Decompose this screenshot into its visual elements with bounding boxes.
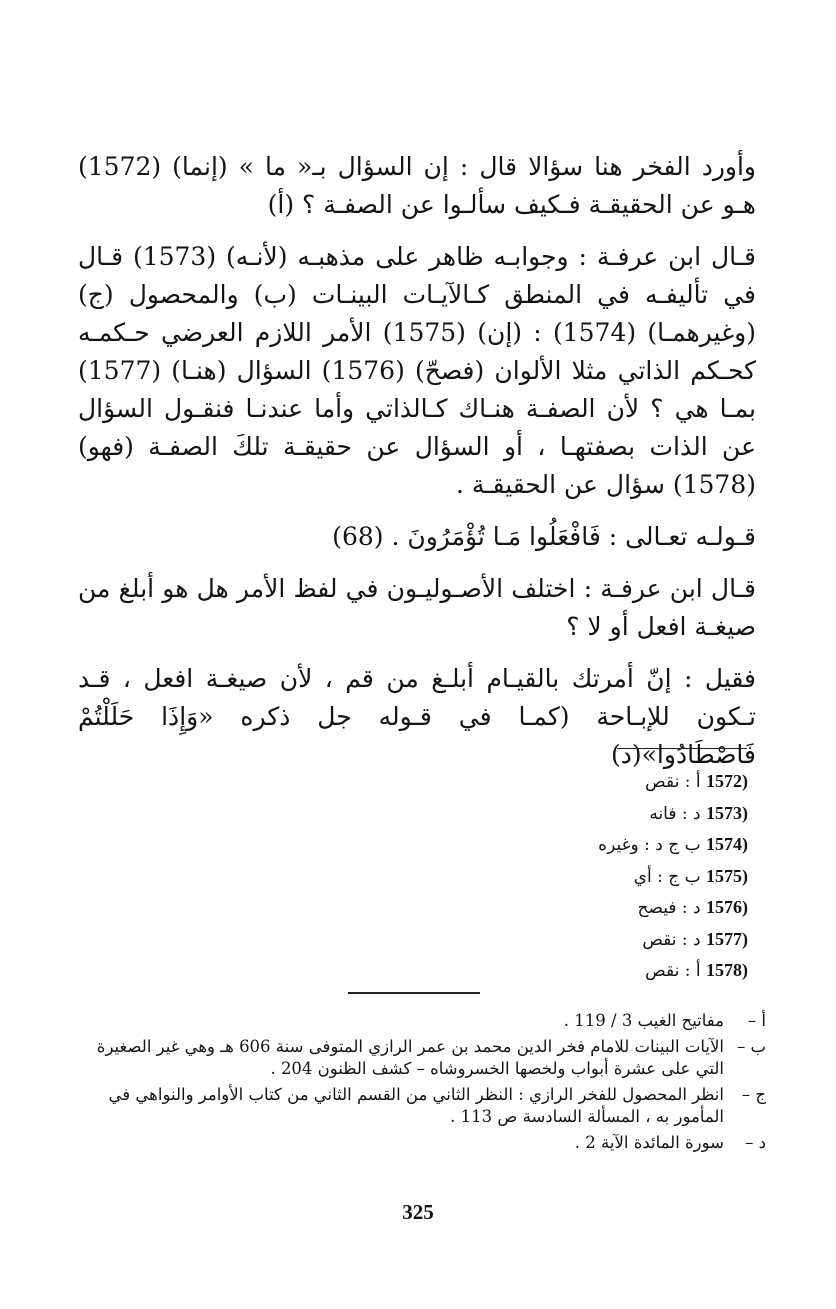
reference-text: انظر المحصول للفخر الرازي : النظر الثاني من القسم الثاني من كتاب الأوامر والنواهي في المأمور به ، المسألة السادسة ص 113 . xyxy=(108,1085,724,1126)
note-number: (1578 xyxy=(706,960,748,980)
note-text: د : فانه xyxy=(649,803,701,824)
reference-item xyxy=(72,1036,766,1080)
note-number: (1577 xyxy=(706,928,748,949)
note-text: د : فيصح xyxy=(637,898,701,918)
note-text: د : نقص xyxy=(642,929,701,950)
page-number: 325 xyxy=(402,1200,434,1224)
note-number: (1574 xyxy=(706,834,748,854)
note-item xyxy=(488,766,748,798)
reference-key: أ – xyxy=(747,1011,766,1030)
note-item xyxy=(488,924,748,956)
note-item xyxy=(488,829,748,861)
reference-item xyxy=(72,1010,766,1032)
note-number: (1576 xyxy=(706,897,748,917)
note-item xyxy=(488,892,748,924)
note-text: أ : نقص xyxy=(645,961,701,981)
note-text: ب ج : أي xyxy=(633,866,701,887)
reference-key: ب – xyxy=(736,1037,766,1056)
reference-key: د – xyxy=(745,1133,766,1152)
note-number: (1575 xyxy=(706,865,748,886)
reference-text: مفاتيح الغيب 3 / 119 . xyxy=(563,1011,724,1030)
note-number: (1572 xyxy=(706,771,748,791)
note-text: أ : نقص xyxy=(645,772,701,792)
variant-notes xyxy=(488,766,748,987)
references-list xyxy=(72,1010,766,1158)
reference-item xyxy=(72,1084,766,1128)
reference-key: ج – xyxy=(741,1085,766,1104)
paragraph: قـال ابن عرفـة : اختلف الأصـوليـون في لفظ الأمر هل هو أبلغ من صيغـة افعل أو لا ؟ xyxy=(78,574,756,641)
note-text: ب ج د : وغيره xyxy=(598,835,701,855)
notes-divider xyxy=(617,748,747,749)
references-divider xyxy=(348,992,480,994)
note-item xyxy=(488,861,748,893)
note-number: (1573 xyxy=(706,802,748,823)
reference-text: الآيات البينات للامام فخر الدين محمد بن عمر الرازي المتوفى سنة 606 هـ وهي غير الصغيرة التي على عشرة أبواب ولخصها الخسروشاه – كشف الظنون 204 . xyxy=(96,1037,724,1078)
main-text xyxy=(78,148,756,774)
paragraph: قـال ابن عرفـة : وجوابـه ظاهر على مذهبـه (لأنـه) (1573) قـال في تأليفـه في المنطق كـالآيـات البينـات (ب) والمحصول (ج) (وغيرهمـا) (1574) : (إن) (1575) الأمر اللازم العرضي حـكمـه كحـكم الذاتي مثلا الألوان (فصحّ) (1576) السؤال (هنـا) (1577) بمـا هي ؟ لأن الصفـة هنـاك كـالذاتي وأما عندنـا فنقـول السؤال عن الذات بصفتهـا ، أو السؤال عن حقيقـة تلكَ الصفـة (فهو) (1578) سؤال عن الحقيقـة . xyxy=(78,242,756,499)
paragraph: وأورد الفخر هنا سؤالا قال : إن السؤال بـ« ما » (إنما) (1572) هـو عن الحقيقـة فـكيف سألـوا عن الصفـة ؟ (أ) xyxy=(78,152,756,219)
paragraph: فقيل : إنّ أمرتك بالقيـام أبلـغ من قم ، لأن صيغـة افعل ، قـد تـكون للإبـاحة (كمـا في قـوله جل ذكره «وَإِذَا حَلَلْتُمْ فَاصْطَادُوا»(د) xyxy=(78,664,756,769)
note-item xyxy=(488,955,748,987)
reference-item xyxy=(72,1132,766,1154)
reference-text: سورة المائدة الآية 2 . xyxy=(574,1133,724,1152)
paragraph: قـولـه تعـالى : فَافْعَلُوا مَـا تُؤْمَرُونَ . (68) xyxy=(332,522,756,551)
note-item xyxy=(488,798,748,830)
